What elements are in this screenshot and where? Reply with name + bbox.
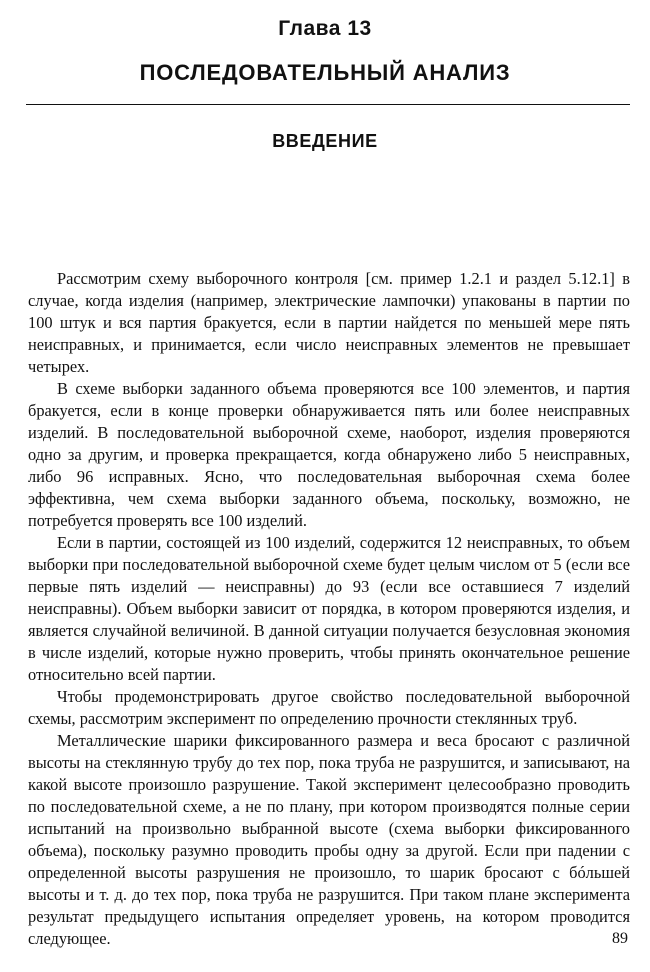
section-title: ВВЕДЕНИЕ (272, 131, 378, 151)
paragraph: В схеме выборки заданного объема проверяются все 100 элементов, и партия бракуется, если в конце проверки обнаруживается пять или более неисправных изделий. В последовательной выборочной схеме, наоборот, изделия проверяются одно за другим, и проверка прекращается, когда обнаружено либо 5 неисправных, либо 96 исправных. Ясно, что последовательная выборочная схема более эффективна, чем схема выборки заданного объема, поскольку, возможно, не потребуется проверять все 100 изделий. (28, 379, 630, 530)
chapter-title: ПОСЛЕДОВАТЕЛЬНЫЙ АНАЛИЗ (139, 60, 511, 85)
title-rule (26, 104, 630, 105)
paragraph: Металлические шарики фиксированного размера и веса бросают с различной высоты на стеклянную трубу до тех пор, пока труба не разрушится, и записывают, на какой высоте произошло разрушение. Такой эксперимент целесообразно проводить по последовательной схеме, а не по плану, при котором производятся полные серии испытаний на произвольно выбранной высоте (схема выборки фиксированного объема), поскольку разумно проводить пробы одну за другой. Если при падении с определенной высоты разрушения не произошло, то шарик бросают с бóльшей высоты и т. д. до тех пор, пока труба не разрушится. При таком плане эксперимента результат предыдущего испытания определяет уровень, на котором проводится следующее. (28, 731, 630, 948)
paragraph: Чтобы продемонстрировать другое свойство последовательной выборочной схемы, рассмотрим эксперимент по определению прочности стеклянных труб. (28, 687, 630, 728)
page-number: 89 (612, 930, 628, 947)
body-text (28, 268, 630, 950)
chapter-label: Глава 13 (278, 17, 372, 40)
paragraph: Если в партии, состоящей из 100 изделий, содержится 12 неисправных, то объем выборки при последовательной выборочной схеме будет целым числом от 5 (если все первые пять изделий — неисправны) до 93 (если все оставшиеся 7 изделий неисправны). Объем выборки зависит от порядка, в котором проверяются изделия, и является случайной величиной. В данной ситуации получается безусловная экономия в числе изделий, которые нужно проверить, чтобы принять окончательное решение относительно всей партии. (28, 533, 630, 684)
paragraph: Рассмотрим схему выборочного контроля [см. пример 1.2.1 и раздел 5.12.1] в случае, когда изделия (например, электрические лампочки) упакованы в партии по 100 штук и вся партия бракуется, если в партии найдется по меньшей мере пять неисправных, и принимается, если число неисправных элементов не превышает четырех. (28, 269, 630, 376)
